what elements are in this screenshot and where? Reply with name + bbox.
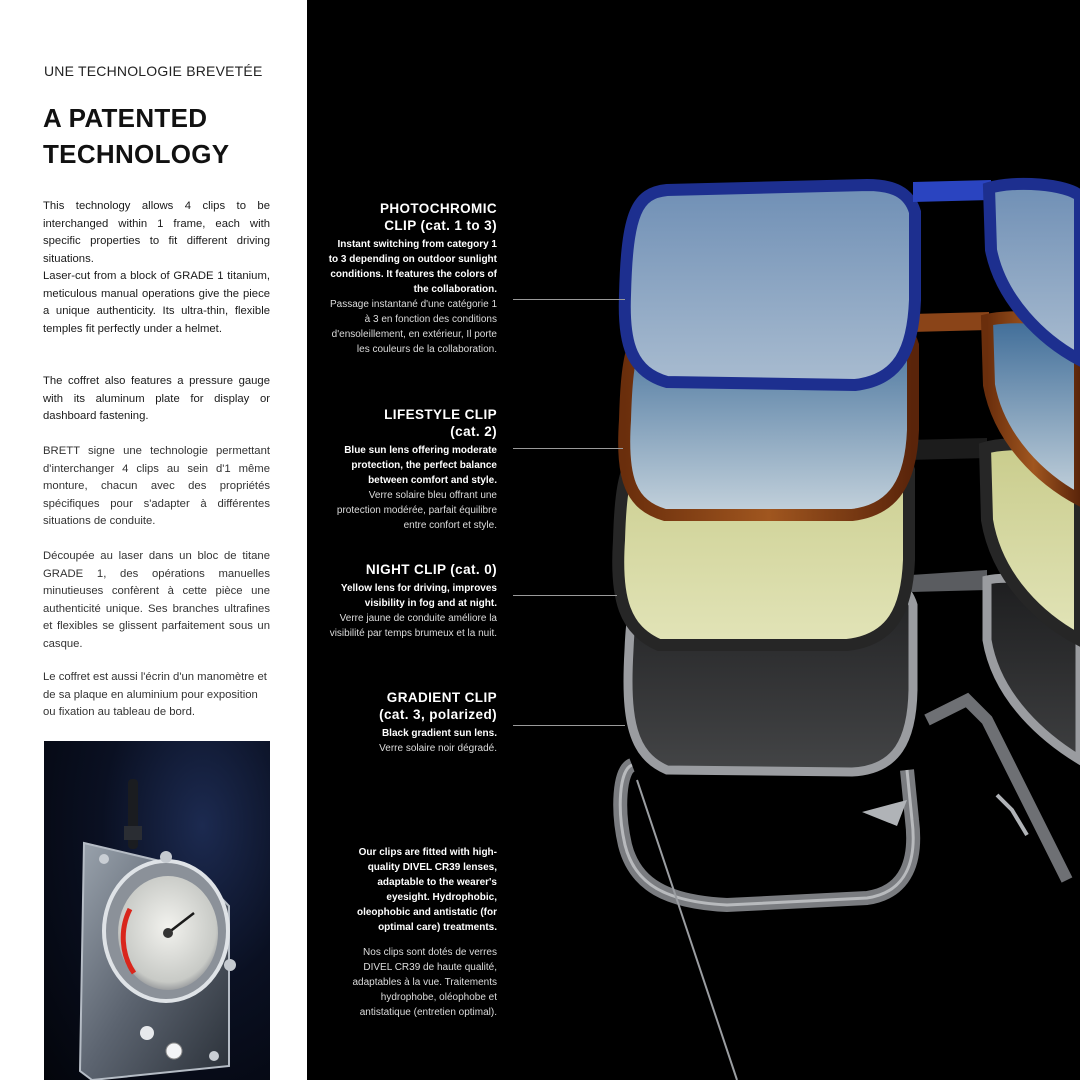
gradient-leader-line — [513, 725, 625, 726]
lenses-note-en: Our clips are fitted with high-quality DIVEL CR39 lenses, adaptable to the wearer's eyesight. Hydrophobic, oleophobic and antistatic (for optimal care) treatments. — [356, 847, 497, 933]
left-column — [0, 0, 307, 1080]
gradient-clip-description — [327, 689, 497, 756]
night-text-fr: Verre jaune de conduite améliore la visibilité par temps brumeux et la nuit. — [329, 613, 497, 639]
section-kicker: UNE TECHNOLOGIE BREVETÉE — [44, 63, 263, 79]
lifestyle-title-line-2: (cat. 2) — [450, 424, 497, 439]
title-line-1: A PATENTED — [43, 103, 208, 133]
paragraph-fr-2: Découpée au laser dans un bloc de titane GRADE 1, des opérations manuelles minutieuses confèrent à cette pièce une authenticité unique. Ses branches ultrafines et flexibles se glissent parfaitement sous un casque. — [43, 550, 270, 650]
lifestyle-clip-description — [327, 406, 497, 533]
photochromic-clip-title — [327, 200, 497, 234]
lifestyle-leader-line — [513, 448, 623, 449]
lifestyle-clip-title — [327, 406, 497, 440]
lenses-note-fr: Nos clips sont dotés de verres DIVEL CR39 de haute qualité, adaptables à la vue. Traitements hydrophobe, oléophobe et antistatique (entretien optimal). — [352, 947, 497, 1018]
pressure-gauge-photo — [44, 741, 270, 1080]
page-title — [43, 100, 283, 172]
paragraph-en-2: Laser-cut from a block of GRADE 1 titanium, meticulous manual operations give the piece a unique authenticity. Its ultra-thin, flexible temples fit perfectly under a helmet. — [43, 270, 270, 335]
photochromic-text-en: Instant switching from category 1 to 3 depending on outdoor sunlight conditions. It features the colors of the collaboration. — [328, 239, 497, 295]
lifestyle-title-line-1: LIFESTYLE CLIP — [384, 407, 497, 422]
gradient-text-en: Black gradient sun lens. — [381, 728, 497, 739]
photochromic-clip-description — [327, 200, 497, 357]
lifestyle-text-fr: Verre solaire bleu offrant une protection modérée, parfait équilibre entre confort et style. — [336, 490, 497, 531]
gradient-title-line-2: (cat. 3, polarized) — [379, 707, 497, 722]
photochromic-leader-line — [513, 299, 625, 300]
night-clip-description — [327, 561, 497, 641]
paragraph-fr-1: BRETT signe une technologie permettant d'interchanger 4 clips au sein d'1 même monture, chacun avec des propriétés spécifiques pour s'adapter à différentes situations de conduite. — [43, 445, 270, 527]
title-line-2: TECHNOLOGY — [43, 139, 230, 169]
gradient-title-line-1: GRADIENT CLIP — [386, 690, 497, 705]
night-text-en: Yellow lens for driving, improves visibility in fog and at night. — [340, 583, 497, 609]
night-clip-title: NIGHT CLIP (cat. 0) — [365, 562, 497, 577]
paragraph-en-3: The coffret also features a pressure gauge with its aluminum plate for display or dashboard fastening. — [43, 375, 270, 422]
photochromic-text-fr: Passage instantané d'une catégorie 1 à 3 en fonction des conditions d'ensoleillement, en extérieur, Il porte les couleurs de la collaboration. — [329, 299, 497, 355]
photochromic-title-line-2: CLIP (cat. 1 to 3) — [384, 218, 497, 233]
lifestyle-text-en: Blue sun lens offering moderate protection, the perfect balance between comfort and style. — [344, 445, 497, 486]
night-leader-line — [513, 595, 617, 596]
gradient-text-fr: Verre solaire noir dégradé. — [379, 743, 497, 754]
gradient-clip-title — [327, 689, 497, 723]
photochromic-title-line-1: PHOTOCHROMIC — [379, 201, 497, 216]
product-panel — [307, 0, 1080, 1080]
paragraph-fr-3: Le coffret est aussi l'écrin d'un manomètre et de sa plaque en aluminium pour exposition ou fixation au tableau de bord. — [43, 671, 267, 718]
pressure-gauge-illustration — [44, 741, 270, 1080]
lenses-note — [347, 842, 497, 1020]
paragraph-en-1: This technology allows 4 clips to be interchanged within 1 frame, each with specific properties to fit different driving situations. — [43, 200, 270, 265]
